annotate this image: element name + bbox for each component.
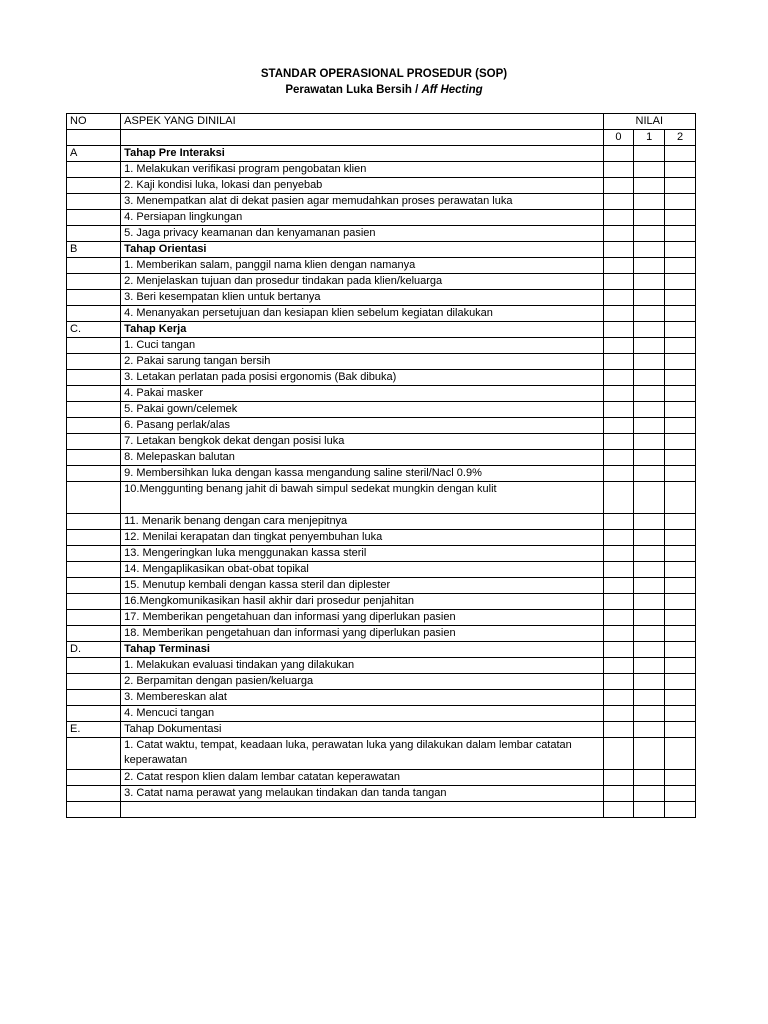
score-scale-empty-cell [67, 130, 121, 146]
table-row [67, 802, 696, 818]
section-title-cell: Tahap Terminasi [121, 642, 603, 658]
score-0-cell[interactable] [603, 514, 634, 530]
score-1-cell[interactable] [634, 578, 665, 594]
score-2-cell[interactable] [665, 690, 696, 706]
table-row [67, 402, 696, 418]
score-0-cell[interactable] [603, 674, 634, 690]
score-2-cell[interactable] [665, 722, 696, 738]
score-2-cell[interactable] [665, 802, 696, 818]
score-1-cell[interactable] [634, 594, 665, 610]
score-2-cell[interactable] [665, 466, 696, 482]
score-1-cell[interactable] [634, 690, 665, 706]
score-0-cell[interactable] [603, 610, 634, 626]
aspect-cell: 2. Menjelaskan tujuan dan prosedur tindakan pada klien/keluarga [121, 274, 603, 290]
aspect-cell: 5. Pakai gown/celemek [121, 402, 603, 418]
table-row [67, 210, 696, 226]
row-number-cell: D. [67, 642, 121, 658]
document-title: STANDAR OPERASIONAL PROSEDUR (SOP) [260, 68, 508, 80]
table-row [67, 450, 696, 466]
row-number-cell [67, 578, 121, 594]
score-2-cell[interactable] [665, 290, 696, 306]
table-row [67, 626, 696, 642]
score-scale-row [67, 130, 696, 146]
score-2-cell[interactable] [665, 594, 696, 610]
score-0-cell[interactable] [603, 786, 634, 802]
table-row [67, 674, 696, 690]
header-score: NILAI [603, 114, 695, 130]
row-number-cell [67, 226, 121, 242]
table-row [67, 690, 696, 706]
row-number-cell [67, 530, 121, 546]
score-2-cell[interactable] [665, 434, 696, 450]
score-2-cell[interactable] [665, 370, 696, 386]
score-2-cell[interactable] [665, 162, 696, 178]
row-number-cell [67, 610, 121, 626]
row-number-cell [67, 370, 121, 386]
row-number-cell [67, 178, 121, 194]
score-0-cell[interactable] [603, 626, 634, 642]
score-scale-empty-cell [121, 130, 603, 146]
score-1-cell[interactable] [634, 466, 665, 482]
score-2-cell[interactable] [665, 354, 696, 370]
score-1-cell[interactable] [634, 674, 665, 690]
table-row [67, 306, 696, 322]
score-0-cell[interactable] [603, 274, 634, 290]
aspect-cell: 1. Cuci tangan [121, 338, 603, 354]
aspect-cell: 5. Jaga privacy keamanan dan kenyamanan pasien [121, 226, 603, 242]
aspect-cell: 2. Berpamitan dengan pasien/keluarga [121, 674, 603, 690]
row-number-cell [67, 338, 121, 354]
row-number-cell [67, 706, 121, 722]
score-1-cell[interactable] [634, 514, 665, 530]
score-0-cell[interactable] [603, 146, 634, 162]
row-number-cell [67, 626, 121, 642]
score-2-cell[interactable] [665, 146, 696, 162]
row-number-cell [67, 418, 121, 434]
aspect-cell: 2. Catat respon klien dalam lembar catatan keperawatan [121, 770, 603, 786]
table-row [67, 562, 696, 578]
score-2-cell[interactable] [665, 306, 696, 322]
score-1-cell[interactable] [634, 530, 665, 546]
score-0-cell[interactable] [603, 178, 634, 194]
row-number-cell [67, 690, 121, 706]
table-row [67, 466, 696, 482]
row-number-cell [67, 658, 121, 674]
aspect-cell: 2. Pakai sarung tangan bersih [121, 354, 603, 370]
table-row [67, 290, 696, 306]
aspect-cell: 4. Persiapan lingkungan [121, 210, 603, 226]
aspect-cell: 15. Menutup kembali dengan kassa steril dan diplester [121, 578, 603, 594]
aspect-cell: 7. Letakan bengkok dekat dengan posisi luka [121, 434, 603, 450]
row-number-cell [67, 210, 121, 226]
score-0-cell[interactable] [603, 450, 634, 466]
score-2-cell[interactable] [665, 578, 696, 594]
table-row [67, 370, 696, 386]
aspect-cell: 14. Mengaplikasikan obat-obat topikal [121, 562, 603, 578]
table-row [67, 578, 696, 594]
aspect-cell: 4. Menanyakan persetujuan dan kesiapan klien sebelum kegiatan dilakukan [121, 306, 603, 322]
score-1-cell[interactable] [634, 386, 665, 402]
score-1-cell[interactable] [634, 178, 665, 194]
score-0-cell[interactable] [603, 402, 634, 418]
aspect-cell: 2. Kaji kondisi luka, lokasi dan penyebab [121, 178, 603, 194]
aspect-cell: 9. Membersihkan luka dengan kassa mengandung saline steril/Nacl 0.9% [121, 466, 603, 482]
score-1-cell[interactable] [634, 738, 665, 770]
subtitle-text: Perawatan Luka Bersih / [285, 84, 422, 96]
score-1-cell[interactable] [634, 162, 665, 178]
score-1-cell[interactable] [634, 370, 665, 386]
section-row [67, 322, 696, 338]
row-number-cell [67, 594, 121, 610]
score-2-cell[interactable] [665, 450, 696, 466]
score-1-cell[interactable] [634, 722, 665, 738]
aspect-cell: 1. Memberikan salam, panggil nama klien dengan namanya [121, 258, 603, 274]
score-1-cell[interactable] [634, 146, 665, 162]
score-2-cell[interactable] [665, 642, 696, 658]
table-row [67, 770, 696, 786]
score-2-cell[interactable] [665, 418, 696, 434]
table-row [67, 162, 696, 178]
table-row [67, 178, 696, 194]
score-2-cell[interactable] [665, 706, 696, 722]
score-2-header: 2 [665, 130, 696, 146]
table-row [67, 434, 696, 450]
score-0-cell[interactable] [603, 594, 634, 610]
score-1-cell[interactable] [634, 770, 665, 786]
table-row [67, 258, 696, 274]
score-2-cell[interactable] [665, 386, 696, 402]
table-row [67, 338, 696, 354]
score-2-cell[interactable] [665, 482, 696, 514]
aspect-cell: 3. Menempatkan alat di dekat pasien agar memudahkan proses perawatan luka [121, 194, 603, 210]
table-row [67, 274, 696, 290]
aspect-cell: 17. Memberikan pengetahuan dan informasi yang diperlukan pasien [121, 610, 603, 626]
score-1-cell[interactable] [634, 258, 665, 274]
section-title-cell: Tahap Orientasi [121, 242, 603, 258]
score-1-cell[interactable] [634, 642, 665, 658]
score-1-cell[interactable] [634, 450, 665, 466]
row-number-cell [67, 770, 121, 786]
score-1-cell[interactable] [634, 610, 665, 626]
score-1-cell[interactable] [634, 626, 665, 642]
score-1-cell[interactable] [634, 194, 665, 210]
row-number-cell: A [67, 146, 121, 162]
score-0-cell[interactable] [603, 658, 634, 674]
score-0-cell[interactable] [603, 162, 634, 178]
score-2-cell[interactable] [665, 226, 696, 242]
score-1-cell[interactable] [634, 786, 665, 802]
row-number-cell [67, 482, 121, 514]
score-0-cell[interactable] [603, 466, 634, 482]
score-0-cell[interactable] [603, 722, 634, 738]
section-row [67, 242, 696, 258]
score-0-cell[interactable] [603, 338, 634, 354]
score-2-cell[interactable] [665, 338, 696, 354]
score-2-cell[interactable] [665, 258, 696, 274]
score-0-cell[interactable] [603, 354, 634, 370]
aspect-cell: 3. Letakan perlatan pada posisi ergonomis (Bak dibuka) [121, 370, 603, 386]
table-row [67, 722, 696, 738]
score-0-cell[interactable] [603, 418, 634, 434]
score-2-cell[interactable] [665, 658, 696, 674]
score-0-cell[interactable] [603, 802, 634, 818]
score-2-cell[interactable] [665, 546, 696, 562]
table-row [67, 610, 696, 626]
table-row [67, 386, 696, 402]
row-number-cell [67, 546, 121, 562]
score-2-cell[interactable] [665, 738, 696, 770]
score-1-cell[interactable] [634, 658, 665, 674]
row-number-cell [67, 354, 121, 370]
aspect-cell: Tahap Dokumentasi [121, 722, 603, 738]
score-2-cell[interactable] [665, 610, 696, 626]
score-0-cell[interactable] [603, 578, 634, 594]
score-2-cell[interactable] [665, 178, 696, 194]
score-1-cell[interactable] [634, 434, 665, 450]
row-number-cell: E. [67, 722, 121, 738]
header-no: NO [67, 114, 121, 130]
score-0-cell[interactable] [603, 194, 634, 210]
score-0-cell[interactable] [603, 386, 634, 402]
score-0-cell[interactable] [603, 546, 634, 562]
score-1-cell[interactable] [634, 418, 665, 434]
score-1-cell[interactable] [634, 226, 665, 242]
aspect-cell: 1. Catat waktu, tempat, keadaan luka, perawatan luka yang dilakukan dalam lembar catatan keperawatan [121, 738, 603, 770]
score-2-cell[interactable] [665, 562, 696, 578]
section-row [67, 642, 696, 658]
score-0-cell[interactable] [603, 306, 634, 322]
table-row [67, 418, 696, 434]
row-number-cell [67, 674, 121, 690]
table-row [67, 226, 696, 242]
score-2-cell[interactable] [665, 274, 696, 290]
aspect-cell: 12. Menilai kerapatan dan tingkat penyembuhan luka [121, 530, 603, 546]
aspect-cell: 3. Beri kesempatan klien untuk bertanya [121, 290, 603, 306]
aspect-cell: 18. Memberikan pengetahuan dan informasi yang diperlukan pasien [121, 626, 603, 642]
score-0-cell[interactable] [603, 370, 634, 386]
score-1-cell[interactable] [634, 290, 665, 306]
row-number-cell: B [67, 242, 121, 258]
score-2-cell[interactable] [665, 530, 696, 546]
score-0-cell[interactable] [603, 530, 634, 546]
row-number-cell [67, 290, 121, 306]
section-title-cell: Tahap Pre Interaksi [121, 146, 603, 162]
score-0-cell[interactable] [603, 482, 634, 514]
aspect-cell: 16.Mengkomunikasikan hasil akhir dari prosedur penjahitan [121, 594, 603, 610]
table-row [67, 514, 696, 530]
table-row [67, 594, 696, 610]
document-subtitle [0, 82, 768, 98]
score-1-cell[interactable] [634, 242, 665, 258]
table-row [67, 530, 696, 546]
score-1-cell[interactable] [634, 338, 665, 354]
score-0-cell[interactable] [603, 770, 634, 786]
row-number-cell [67, 386, 121, 402]
aspect-cell: 3. Membereskan alat [121, 690, 603, 706]
score-1-cell[interactable] [634, 546, 665, 562]
row-number-cell [67, 738, 121, 770]
row-number-cell [67, 466, 121, 482]
score-0-cell[interactable] [603, 322, 634, 338]
score-0-cell[interactable] [603, 642, 634, 658]
row-number-cell: C. [67, 322, 121, 338]
score-1-cell[interactable] [634, 706, 665, 722]
section-row [67, 146, 696, 162]
score-1-cell[interactable] [634, 306, 665, 322]
score-0-cell[interactable] [603, 210, 634, 226]
score-0-cell[interactable] [603, 434, 634, 450]
table-row [67, 658, 696, 674]
section-title-cell: Tahap Kerja [121, 322, 603, 338]
table-row [67, 786, 696, 802]
aspect-cell: 8. Melepaskan balutan [121, 450, 603, 466]
aspect-cell: 4. Pakai masker [121, 386, 603, 402]
table-header-row [67, 114, 696, 130]
aspect-cell: 1. Melakukan verifikasi program pengobatan klien [121, 162, 603, 178]
score-2-cell[interactable] [665, 242, 696, 258]
row-number-cell [67, 258, 121, 274]
subtitle-italic-text: Aff Hecting [421, 84, 483, 96]
row-number-cell [67, 306, 121, 322]
row-number-cell [67, 162, 121, 178]
score-1-cell[interactable] [634, 322, 665, 338]
score-2-cell[interactable] [665, 770, 696, 786]
score-0-cell[interactable] [603, 226, 634, 242]
score-0-cell[interactable] [603, 738, 634, 770]
score-1-cell[interactable] [634, 562, 665, 578]
row-number-cell [67, 434, 121, 450]
row-number-cell [67, 402, 121, 418]
row-number-cell [67, 450, 121, 466]
score-2-cell[interactable] [665, 786, 696, 802]
score-0-cell[interactable] [603, 706, 634, 722]
aspect-cell: 11. Menarik benang dengan cara menjepitnya [121, 514, 603, 530]
score-0-cell[interactable] [603, 258, 634, 274]
aspect-cell: 10.Menggunting benang jahit di bawah simpul sedekat mungkin dengan kulit [121, 482, 603, 514]
aspect-cell: 6. Pasang perlak/alas [121, 418, 603, 434]
score-2-cell[interactable] [665, 626, 696, 642]
row-number-cell [67, 562, 121, 578]
table-row [67, 546, 696, 562]
table-row [67, 738, 696, 770]
table-row [67, 706, 696, 722]
aspect-cell: 3. Catat nama perawat yang melaukan tindakan dan tanda tangan [121, 786, 603, 802]
score-2-cell[interactable] [665, 210, 696, 226]
aspect-cell: 13. Mengeringkan luka menggunakan kassa steril [121, 546, 603, 562]
score-1-cell[interactable] [634, 210, 665, 226]
table-row [67, 194, 696, 210]
aspect-cell: 1. Melakukan evaluasi tindakan yang dilakukan [121, 658, 603, 674]
score-0-cell[interactable] [603, 562, 634, 578]
header-aspect: ASPEK YANG DINILAI [121, 114, 603, 130]
score-2-cell[interactable] [665, 402, 696, 418]
aspect-cell: 4. Mencuci tangan [121, 706, 603, 722]
score-1-cell[interactable] [634, 482, 665, 514]
table-row [67, 482, 696, 514]
table-row [67, 354, 696, 370]
score-0-cell[interactable] [603, 242, 634, 258]
score-0-cell[interactable] [603, 290, 634, 306]
score-1-cell[interactable] [634, 354, 665, 370]
score-1-header: 1 [634, 130, 665, 146]
assessment-table [66, 113, 696, 818]
row-number-cell [67, 274, 121, 290]
row-number-cell [67, 802, 121, 818]
score-1-cell[interactable] [634, 402, 665, 418]
row-number-cell [67, 514, 121, 530]
score-2-cell[interactable] [665, 194, 696, 210]
row-number-cell [67, 194, 121, 210]
row-number-cell [67, 786, 121, 802]
score-2-cell[interactable] [665, 514, 696, 530]
document-header [0, 66, 768, 98]
score-0-cell[interactable] [603, 690, 634, 706]
aspect-cell [121, 802, 603, 818]
score-2-cell[interactable] [665, 674, 696, 690]
score-1-cell[interactable] [634, 802, 665, 818]
score-1-cell[interactable] [634, 274, 665, 290]
score-2-cell[interactable] [665, 322, 696, 338]
score-0-header: 0 [603, 130, 634, 146]
